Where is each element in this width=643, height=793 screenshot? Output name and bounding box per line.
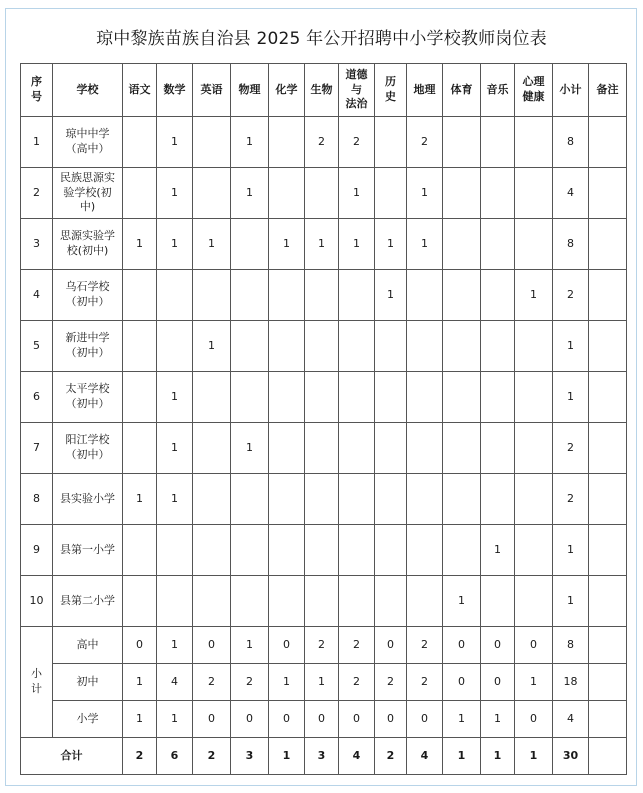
table-cell <box>123 372 157 423</box>
table-cell <box>269 168 305 219</box>
table-cell <box>269 423 305 474</box>
table-cell <box>407 525 443 576</box>
table-cell <box>123 270 157 321</box>
table-cell: 1 <box>157 219 193 270</box>
table-cell <box>589 738 627 775</box>
header-pe: 体育 <box>443 64 481 117</box>
table-cell: 1 <box>515 738 553 775</box>
header-morality: 道德 与 法治 <box>339 64 375 117</box>
table-cell <box>443 219 481 270</box>
table-row <box>21 219 627 270</box>
table-cell <box>589 270 627 321</box>
table-row <box>21 474 627 525</box>
table-cell <box>269 474 305 525</box>
table-cell: 0 <box>339 701 375 738</box>
table-cell: 4 <box>407 738 443 775</box>
table-cell: 1 <box>269 738 305 775</box>
table-cell: 0 <box>375 627 407 664</box>
table-cell <box>407 576 443 627</box>
header-english: 英语 <box>193 64 231 117</box>
table-cell <box>231 474 269 525</box>
table-cell: 0 <box>269 627 305 664</box>
table-cell: 2 <box>553 270 589 321</box>
table-cell <box>123 321 157 372</box>
table-cell: 2 <box>193 738 231 775</box>
table-cell <box>339 474 375 525</box>
table-cell <box>481 117 515 168</box>
table-cell <box>269 372 305 423</box>
page-title: 琼中黎族苗族自治县 2025 年公开招聘中小学校教师岗位表 <box>96 29 547 49</box>
table-cell: 2 <box>123 738 157 775</box>
table-cell: 2 <box>407 117 443 168</box>
header-subtotal: 小计 <box>553 64 589 117</box>
table-cell <box>339 423 375 474</box>
subtotal-level: 小学 <box>53 701 123 738</box>
table-cell <box>375 474 407 525</box>
table-cell: 1 <box>193 321 231 372</box>
table-cell <box>305 576 339 627</box>
table-cell <box>269 576 305 627</box>
table-cell: 1 <box>231 168 269 219</box>
row-seq: 4 <box>21 270 53 321</box>
table-cell <box>443 270 481 321</box>
table-cell: 1 <box>231 117 269 168</box>
table-cell: 0 <box>193 627 231 664</box>
table-cell <box>269 321 305 372</box>
subtotal-row <box>21 627 627 664</box>
table-cell <box>305 372 339 423</box>
table-cell: 2 <box>339 664 375 701</box>
table-cell: 1 <box>443 576 481 627</box>
table-cell: 0 <box>515 701 553 738</box>
row-seq: 3 <box>21 219 53 270</box>
table-cell <box>339 525 375 576</box>
school-name: 新进中学 （初中） <box>53 321 123 372</box>
total-label: 合计 <box>21 738 123 775</box>
table-cell <box>157 270 193 321</box>
table-cell <box>375 117 407 168</box>
table-cell <box>375 423 407 474</box>
table-cell <box>589 701 627 738</box>
table-cell: 4 <box>553 168 589 219</box>
row-seq: 8 <box>21 474 53 525</box>
table-cell <box>193 423 231 474</box>
table-cell <box>123 423 157 474</box>
table-cell: 0 <box>443 627 481 664</box>
table-cell: 1 <box>231 627 269 664</box>
table-cell: 0 <box>375 701 407 738</box>
header-row <box>21 64 627 117</box>
table-cell <box>407 321 443 372</box>
header-geography: 地理 <box>407 64 443 117</box>
table-cell: 1 <box>481 738 515 775</box>
table-cell: 2 <box>339 117 375 168</box>
table-cell: 1 <box>123 219 157 270</box>
table-cell <box>589 168 627 219</box>
table-cell <box>375 321 407 372</box>
table-cell: 1 <box>339 219 375 270</box>
table-cell <box>481 372 515 423</box>
table-cell <box>193 168 231 219</box>
header-psychology: 心理 健康 <box>515 64 553 117</box>
table-cell: 1 <box>157 423 193 474</box>
table-cell: 1 <box>157 627 193 664</box>
table-cell <box>231 372 269 423</box>
table-cell: 1 <box>269 219 305 270</box>
table-cell <box>157 321 193 372</box>
table-cell: 0 <box>123 627 157 664</box>
table-cell: 8 <box>553 627 589 664</box>
header-chinese: 语文 <box>123 64 157 117</box>
table-cell: 6 <box>157 738 193 775</box>
table-cell: 0 <box>231 701 269 738</box>
table-cell <box>123 525 157 576</box>
school-name: 琼中中学 （高中） <box>53 117 123 168</box>
row-seq: 2 <box>21 168 53 219</box>
table-cell: 1 <box>157 701 193 738</box>
table-cell: 2 <box>553 423 589 474</box>
table-cell: 1 <box>553 321 589 372</box>
table-cell <box>443 117 481 168</box>
table-cell <box>305 168 339 219</box>
subtotal-row <box>21 701 627 738</box>
table-cell: 1 <box>123 701 157 738</box>
table-cell <box>193 270 231 321</box>
table-cell: 0 <box>269 701 305 738</box>
header-school: 学校 <box>53 64 123 117</box>
table-cell <box>589 423 627 474</box>
table-cell <box>305 474 339 525</box>
table-cell: 2 <box>375 664 407 701</box>
table-cell <box>305 423 339 474</box>
school-name: 县第一小学 <box>53 525 123 576</box>
row-seq: 6 <box>21 372 53 423</box>
table-cell: 30 <box>553 738 589 775</box>
table-cell <box>481 168 515 219</box>
table-cell <box>481 474 515 525</box>
table-cell <box>407 474 443 525</box>
table-cell <box>407 372 443 423</box>
table-cell <box>231 270 269 321</box>
table-cell: 1 <box>123 664 157 701</box>
table-cell: 8 <box>553 117 589 168</box>
school-name: 乌石学校 （初中） <box>53 270 123 321</box>
table-cell <box>157 525 193 576</box>
table-cell: 2 <box>553 474 589 525</box>
row-seq: 7 <box>21 423 53 474</box>
table-cell <box>443 168 481 219</box>
table-cell <box>515 576 553 627</box>
subtotal-level: 高中 <box>53 627 123 664</box>
table-row <box>21 270 627 321</box>
positions-table <box>20 63 627 775</box>
table-cell: 2 <box>231 664 269 701</box>
table-cell <box>443 321 481 372</box>
header-history: 历 史 <box>375 64 407 117</box>
table-cell: 1 <box>157 474 193 525</box>
table-cell <box>515 117 553 168</box>
table-cell: 1 <box>157 372 193 423</box>
table-cell: 0 <box>193 701 231 738</box>
header-chemistry: 化学 <box>269 64 305 117</box>
table-cell <box>231 525 269 576</box>
header-seq: 序 号 <box>21 64 53 117</box>
table-cell <box>443 423 481 474</box>
table-cell: 1 <box>481 525 515 576</box>
table-cell <box>589 372 627 423</box>
table-cell: 4 <box>157 664 193 701</box>
table-cell: 0 <box>305 701 339 738</box>
table-cell: 3 <box>305 738 339 775</box>
table-cell <box>589 627 627 664</box>
table-cell <box>375 525 407 576</box>
header-biology: 生物 <box>305 64 339 117</box>
total-row <box>21 738 627 775</box>
table-cell: 2 <box>375 738 407 775</box>
table-cell: 1 <box>157 117 193 168</box>
table-cell <box>157 576 193 627</box>
table-cell <box>193 525 231 576</box>
table-cell: 1 <box>515 664 553 701</box>
table-row <box>21 525 627 576</box>
table-cell <box>375 576 407 627</box>
table-cell: 0 <box>481 664 515 701</box>
table-cell <box>515 372 553 423</box>
table-cell <box>443 525 481 576</box>
row-seq: 5 <box>21 321 53 372</box>
table-cell <box>589 219 627 270</box>
table-cell <box>193 474 231 525</box>
table-cell <box>375 372 407 423</box>
subtotal-level: 初中 <box>53 664 123 701</box>
table-cell <box>407 270 443 321</box>
table-cell: 1 <box>157 168 193 219</box>
table-cell <box>339 576 375 627</box>
header-physics: 物理 <box>231 64 269 117</box>
row-seq: 1 <box>21 117 53 168</box>
table-cell: 1 <box>123 474 157 525</box>
table-cell <box>589 525 627 576</box>
table-cell: 0 <box>407 701 443 738</box>
table-cell <box>123 168 157 219</box>
table-cell: 2 <box>407 664 443 701</box>
header-remarks: 备注 <box>589 64 627 117</box>
table-cell <box>193 372 231 423</box>
table-cell: 1 <box>231 423 269 474</box>
table-cell <box>305 321 339 372</box>
table-cell <box>481 576 515 627</box>
table-cell: 1 <box>481 701 515 738</box>
table-cell <box>481 270 515 321</box>
table-cell <box>339 321 375 372</box>
table-cell <box>589 321 627 372</box>
table-cell: 2 <box>407 627 443 664</box>
table-cell: 1 <box>553 372 589 423</box>
table-cell: 18 <box>553 664 589 701</box>
table-cell: 2 <box>305 117 339 168</box>
table-cell: 1 <box>375 270 407 321</box>
table-cell <box>407 423 443 474</box>
table-cell: 0 <box>481 627 515 664</box>
table-cell <box>123 576 157 627</box>
table-cell <box>481 423 515 474</box>
table-cell: 0 <box>443 664 481 701</box>
table-row <box>21 372 627 423</box>
table-cell <box>589 117 627 168</box>
table-cell <box>589 474 627 525</box>
row-seq: 9 <box>21 525 53 576</box>
table-cell: 1 <box>305 219 339 270</box>
table-cell: 0 <box>515 627 553 664</box>
table-cell <box>305 525 339 576</box>
table-cell <box>193 117 231 168</box>
table-cell: 1 <box>407 219 443 270</box>
table-cell <box>339 270 375 321</box>
subtotal-row <box>21 664 627 701</box>
table-cell: 1 <box>553 576 589 627</box>
table-cell: 1 <box>407 168 443 219</box>
table-row <box>21 168 627 219</box>
table-cell: 1 <box>305 664 339 701</box>
table-cell <box>443 474 481 525</box>
table-cell: 2 <box>305 627 339 664</box>
table-cell <box>269 525 305 576</box>
table-cell: 1 <box>443 738 481 775</box>
table-cell <box>443 372 481 423</box>
school-name: 阳江学校 （初中） <box>53 423 123 474</box>
table-row <box>21 423 627 474</box>
table-cell <box>375 168 407 219</box>
table-cell <box>481 321 515 372</box>
table-cell <box>193 576 231 627</box>
table-cell <box>515 525 553 576</box>
table-cell <box>305 270 339 321</box>
row-seq: 10 <box>21 576 53 627</box>
table-cell: 1 <box>375 219 407 270</box>
table-cell: 1 <box>443 701 481 738</box>
subtotal-label: 小 计 <box>21 627 53 738</box>
table-cell: 2 <box>193 664 231 701</box>
table-cell <box>515 423 553 474</box>
table-cell: 1 <box>553 525 589 576</box>
school-name: 太平学校 （初中） <box>53 372 123 423</box>
table-cell <box>589 664 627 701</box>
table-cell <box>481 219 515 270</box>
table-row <box>21 117 627 168</box>
table-cell: 4 <box>339 738 375 775</box>
table-cell: 1 <box>269 664 305 701</box>
school-name: 思源实验学 校(初中) <box>53 219 123 270</box>
table-cell <box>515 219 553 270</box>
school-name: 县第二小学 <box>53 576 123 627</box>
table-cell <box>515 168 553 219</box>
table-cell <box>231 321 269 372</box>
table-cell <box>339 372 375 423</box>
table-cell <box>515 321 553 372</box>
table-cell: 1 <box>515 270 553 321</box>
table-cell <box>123 117 157 168</box>
table-cell: 8 <box>553 219 589 270</box>
school-name: 民族思源实 验学校(初 中) <box>53 168 123 219</box>
header-math: 数学 <box>157 64 193 117</box>
table-cell: 3 <box>231 738 269 775</box>
table-cell: 4 <box>553 701 589 738</box>
table-row <box>21 321 627 372</box>
table-cell: 1 <box>193 219 231 270</box>
table-row <box>21 576 627 627</box>
table-cell <box>515 474 553 525</box>
table-cell <box>269 270 305 321</box>
header-music: 音乐 <box>481 64 515 117</box>
table-cell <box>231 576 269 627</box>
table-cell <box>269 117 305 168</box>
table-cell <box>589 576 627 627</box>
table-cell: 2 <box>339 627 375 664</box>
table-cell: 1 <box>339 168 375 219</box>
school-name: 县实验小学 <box>53 474 123 525</box>
table-cell <box>231 219 269 270</box>
